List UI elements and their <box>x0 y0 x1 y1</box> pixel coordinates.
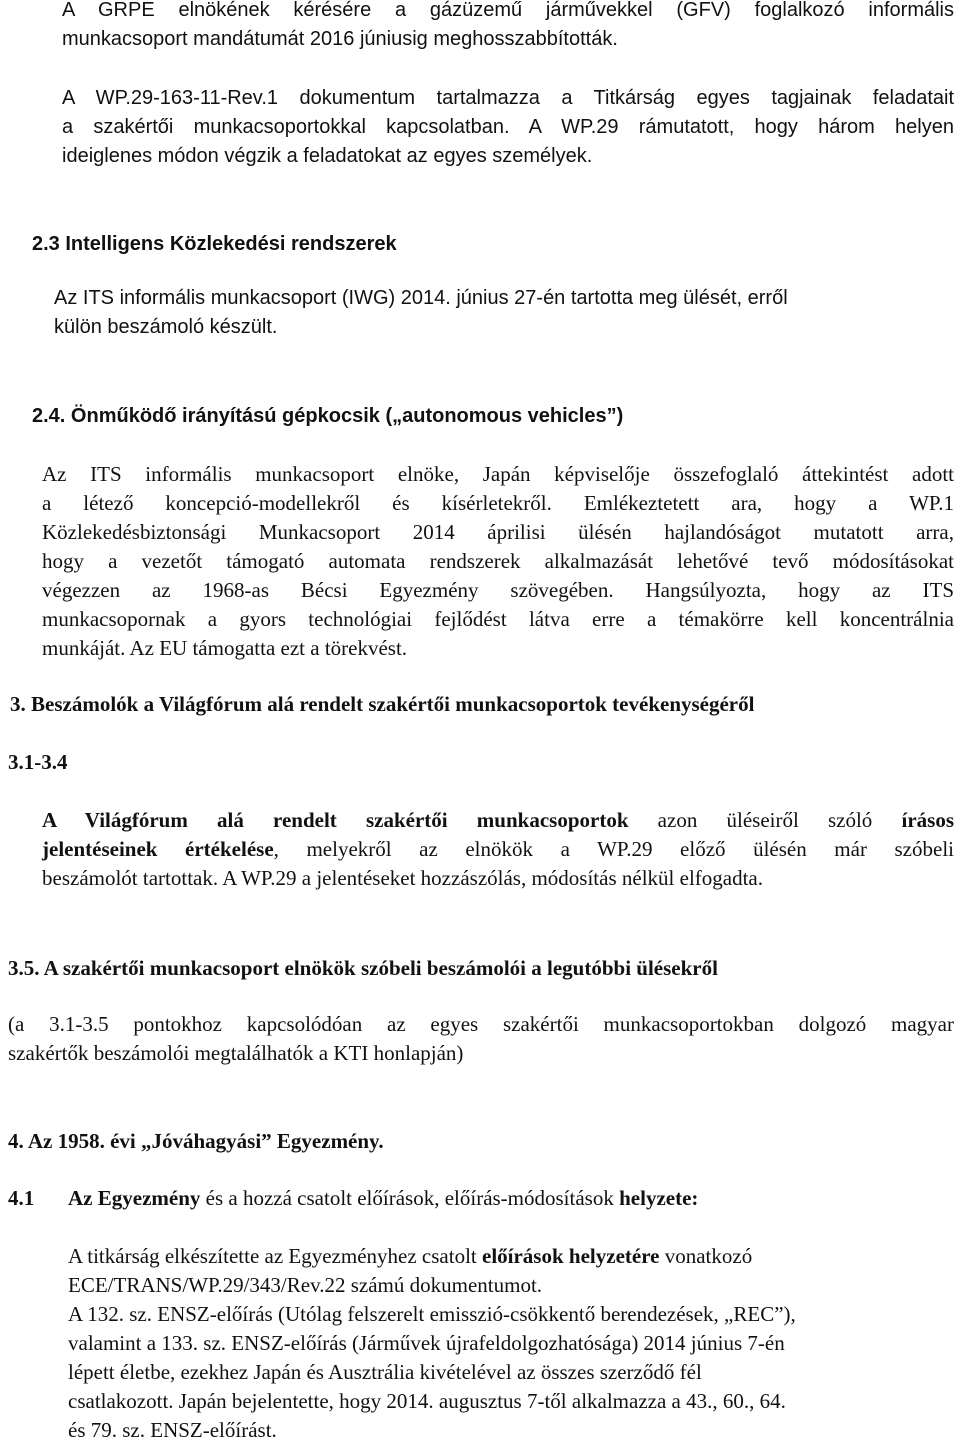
section-2-3-body <box>54 284 914 342</box>
text-line: ECE/TRANS/WP.29/343/Rev.22 számú dokumentumot. <box>68 1273 543 1297</box>
bold-phrase: A Világfórum alá rendelt szakértői munkacsoportok <box>42 808 629 832</box>
text-line: Közlekedésbiztonsági Munkacsoport 2014 áprilisi ülésén hajlandóságot mutatott arra, <box>42 520 954 544</box>
text-line: külön beszámoló készült. <box>54 316 278 338</box>
paragraph-gfv <box>62 0 954 54</box>
section-4-heading: 4. Az 1958. évi „Jóváhagyási” Egyezmény. <box>8 1129 384 1153</box>
plain-phrase: azon üléseiről szóló <box>628 808 902 832</box>
text-line: csatlakozott. Japán bejelentette, hogy 2014. augusztus 7-től alkalmazza a 43., 60., 64. <box>68 1389 786 1413</box>
text-line: A 132. sz. ENSZ-előírás (Utólag felszerelt emisszió-csökkentő berendezések, „REC”), <box>68 1302 796 1326</box>
text-line: Az ITS informális munkacsoport elnöke, Japán képviselője összefoglaló áttekintést adott <box>42 462 954 486</box>
text-line: (a 3.1-3.5 pontokhoz kapcsolódóan az egyes szakértői munkacsoportokban dolgozó magyar <box>8 1012 954 1036</box>
bold-phrase: helyzete: <box>619 1186 699 1210</box>
text-line: munkacsoport mandátumát 2016 júniusig meghosszabbították. <box>62 28 618 50</box>
section-3-body <box>42 806 954 893</box>
bold-phrase: írásos <box>901 808 954 832</box>
plain-phrase: és a hozzá csatolt előírások, előírás-módosítások <box>200 1186 620 1210</box>
text-line: a szakértői munkacsoportokkal kapcsolatban. A WP.29 rámutatott, hogy három helyen <box>62 116 954 138</box>
section-number: 4.1 <box>8 1186 35 1210</box>
section-4-1-heading <box>8 1184 34 1213</box>
text-line: beszámolót tartottak. A WP.29 a jelentéseket hozzászólás, módosítás nélkül elfogadta. <box>42 866 764 890</box>
text-line: lépett életbe, ezekhez Japán és Ausztrália kivételével az összes szerződő fél <box>68 1360 702 1384</box>
section-3-5-body <box>8 1010 954 1068</box>
text-line: ideiglenes módon végzik a feladatokat az egyes személyek. <box>62 145 593 167</box>
text-line: végezzen az 1968-as Bécsi Egyezmény szövegében. Hangsúlyozta, hogy az ITS <box>42 578 954 602</box>
paragraph-secretariat <box>62 84 954 171</box>
text-line: munkacsopornak a gyors technológiai fejlődést látva erre a témakörre kell koncentrálnia <box>42 607 954 631</box>
text-line <box>42 806 954 835</box>
text-line: A WP.29-163-11-Rev.1 dokumentum tartalmazza a Titkárság egyes tagjainak feladatait <box>62 87 954 109</box>
text-line <box>68 1242 948 1271</box>
section-2-3-heading: 2.3 Intelligens Közlekedési rendszerek <box>32 233 397 255</box>
section-2-4-body <box>42 460 954 663</box>
text-line: szakértők beszámolói megtalálhatók a KTI honlapján) <box>8 1041 464 1065</box>
text-line: valamint a 133. sz. ENSZ-előírás (Járművek újrafeldolgozhatósága) 2014 június 7-én <box>68 1331 785 1355</box>
plain-phrase: A titkárság elkészítette az Egyezményhez csatolt <box>68 1244 482 1268</box>
text-line: Az ITS informális munkacsoport (IWG) 2014. június 27-én tartotta meg ülését, erről <box>54 287 788 309</box>
text-line: munkáját. Az EU támogatta ezt a törekvést. <box>42 636 408 660</box>
section-4-1-title <box>68 1184 698 1213</box>
section-3-heading: 3. Beszámolók a Világfórum alá rendelt szakértői munkacsoportok tevékenységéről <box>10 692 755 716</box>
section-3-range: 3.1-3.4 <box>8 750 68 774</box>
plain-phrase: vonatkozó <box>659 1244 753 1268</box>
text-line: a létező koncepció-modellekről és kísérletekről. Emlékeztetett ara, hogy a WP.1 <box>42 491 954 515</box>
bold-phrase: jelentéseinek értékelése <box>42 837 274 861</box>
bold-phrase: Az Egyezmény <box>68 1186 201 1210</box>
section-2-4-heading: 2.4. Önműködő irányítású gépkocsik („autonomous vehicles”) <box>32 405 624 427</box>
text-line: A GRPE elnökének kérésére a gázüzemű járművekkel (GFV) foglalkozó informális <box>62 0 954 21</box>
plain-phrase: , melyekről az elnökök a WP.29 előző ülésén már szóbeli <box>273 837 954 861</box>
text-line: és 79. sz. ENSZ-előírást. <box>68 1418 277 1442</box>
text-line: hogy a vezetőt támogató automata rendszerek alkalmazását lehetővé tevő módosításokat <box>42 549 954 573</box>
text-line <box>42 835 954 864</box>
bold-phrase: előírások helyzetére <box>482 1244 660 1268</box>
section-3-5-heading: 3.5. A szakértői munkacsoport elnökök szóbeli beszámolói a legutóbbi ülésekről <box>8 956 718 980</box>
section-4-1-body <box>68 1242 948 1445</box>
